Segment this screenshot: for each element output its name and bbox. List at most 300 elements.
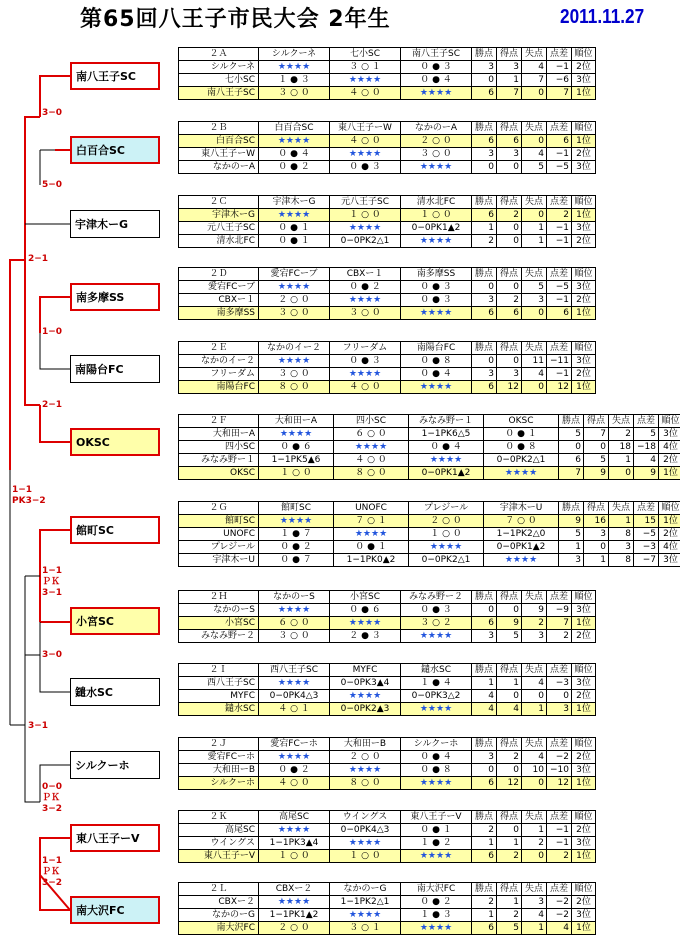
stat-cell: 2 (522, 837, 547, 850)
stat-cell: 12 (547, 381, 572, 394)
column-header-team: シルクーネ (259, 48, 330, 61)
match-result: ０ ● ３ (401, 281, 472, 294)
self-match-stars: ★★★★ (330, 368, 401, 381)
row-team-name: 愛宕FCーホ (179, 751, 259, 764)
row-team-name: 白百合SC (179, 135, 259, 148)
column-header-team: 東八王子ーV (401, 811, 472, 824)
stat-cell: 0 (522, 690, 547, 703)
column-header-stat: 失点 (522, 122, 547, 135)
column-header-stat: 勝点 (472, 811, 497, 824)
row-team-name: 大和田ーA (179, 428, 259, 441)
match-result: 0−0PK2△1 (330, 235, 401, 248)
match-result: ０ ● １ (334, 541, 409, 554)
stat-cell: 12 (497, 381, 522, 394)
stat-cell: 0 (497, 604, 522, 617)
column-header-team: フリーダム (330, 342, 401, 355)
stat-cell: 0 (522, 850, 547, 863)
group-name: ２Ｄ (179, 268, 259, 281)
table-row (179, 235, 596, 248)
row-team-name: フリーダム (179, 368, 259, 381)
row-team-name: 清水北FC (179, 235, 259, 248)
stat-cell: 15 (634, 515, 659, 528)
self-match-stars: ★★★★ (330, 294, 401, 307)
column-header-stat: 勝点 (472, 196, 497, 209)
stat-cell: 0 (522, 381, 547, 394)
column-header-stat: 順位 (659, 502, 680, 515)
column-header-stat: 失点 (522, 738, 547, 751)
stat-cell: 6 (472, 381, 497, 394)
table-row (179, 909, 596, 922)
stat-cell: 3 (472, 368, 497, 381)
stat-cell: 1 (584, 554, 609, 567)
row-team-name: みなみ野ー１ (179, 454, 259, 467)
self-match-stars: ★★★★ (401, 703, 472, 716)
self-match-stars: ★★★★ (484, 467, 559, 480)
stat-cell: 3位 (572, 74, 596, 87)
stat-cell: 3位 (572, 677, 596, 690)
match-result: ０ ● ３ (330, 161, 401, 174)
match-result: ０ ● ３ (330, 355, 401, 368)
table-row (179, 74, 596, 87)
stat-cell: 2 (497, 751, 522, 764)
column-header-stat: 得点 (497, 811, 522, 824)
stat-cell: 0 (522, 135, 547, 148)
self-match-stars: ★★★★ (484, 554, 559, 567)
match-result: ４ ○ ０ (330, 87, 401, 100)
match-result: ２ ○ ０ (259, 922, 330, 935)
stat-cell: 0 (522, 209, 547, 222)
column-header-team: MYFC (330, 664, 401, 677)
stat-cell: 3 (472, 751, 497, 764)
bracket-line-e (40, 333, 70, 369)
column-header-team: 宇津木ーG (259, 196, 330, 209)
stat-cell: 1 (522, 235, 547, 248)
match-result: ０ ● １ (401, 824, 472, 837)
match-result: ０ ● ７ (259, 554, 334, 567)
stat-cell: 7 (497, 87, 522, 100)
stat-cell: 2 (472, 235, 497, 248)
match-result: 1−1PK2△0 (484, 528, 559, 541)
stat-cell: −3 (634, 541, 659, 554)
table-row (179, 896, 596, 909)
column-header-team: CBXー２ (259, 883, 330, 896)
stat-cell: 0 (584, 441, 609, 454)
stat-cell: −9 (547, 604, 572, 617)
stat-cell: 2 (497, 294, 522, 307)
self-match-stars: ★★★★ (259, 515, 334, 528)
stat-cell: 1 (609, 515, 634, 528)
group-name: ２Ｈ (179, 591, 259, 604)
stat-cell: 0 (497, 824, 522, 837)
stat-cell: 1 (472, 677, 497, 690)
stat-cell: 4 (522, 148, 547, 161)
stat-cell: 5 (522, 281, 547, 294)
column-header-stat: 勝点 (559, 502, 584, 515)
match-result: ０ ● ８ (401, 764, 472, 777)
stat-cell: 2位 (572, 824, 596, 837)
match-result: １ ○ ０ (409, 528, 484, 541)
stat-cell: 3位 (572, 222, 596, 235)
self-match-stars: ★★★★ (259, 751, 330, 764)
stat-cell: 1位 (572, 135, 596, 148)
table-row (179, 554, 680, 567)
row-team-name: プレジール (179, 541, 259, 554)
stat-cell: −3 (547, 677, 572, 690)
self-match-stars: ★★★★ (330, 222, 401, 235)
match-result: ８ ○ ０ (259, 381, 330, 394)
table-row (179, 777, 596, 790)
match-result: 0−0PK1▲2 (401, 222, 472, 235)
bracket-score-gh: 1−1 ＰＫ 3−1 (42, 566, 63, 598)
stat-cell: 1位 (572, 777, 596, 790)
column-header-team: 南多摩SS (401, 268, 472, 281)
group-table (178, 590, 596, 643)
column-header-stat: 失点 (522, 591, 547, 604)
stat-cell: 2位 (572, 896, 596, 909)
match-result: 0−0PK2▲3 (330, 703, 401, 716)
table-row (179, 515, 680, 528)
stat-cell: −1 (547, 368, 572, 381)
table-row (179, 368, 596, 381)
match-result: 1−1PK3▲4 (259, 837, 330, 850)
match-result: ０ ● ４ (401, 368, 472, 381)
group-table (178, 501, 680, 567)
column-header-team: みなみ野ー１ (409, 415, 484, 428)
match-result: 0−0PK3▲4 (330, 677, 401, 690)
self-match-stars: ★★★★ (330, 909, 401, 922)
row-team-name: みなみ野ー２ (179, 630, 259, 643)
column-header-team: 館町SC (259, 502, 334, 515)
match-result: 0−0PK2△1 (484, 454, 559, 467)
stat-cell: −5 (547, 281, 572, 294)
row-team-name: 西八王子SC (179, 677, 259, 690)
match-result: ３ ○ ０ (259, 87, 330, 100)
bracket-team-minamihachioji: 南八王子SC (70, 62, 160, 90)
match-result: ７ ○ １ (334, 515, 409, 528)
stat-cell: 1位 (572, 850, 596, 863)
group-name: ２Ｇ (179, 502, 259, 515)
column-header-stat: 得点 (584, 415, 609, 428)
column-header-stat: 勝点 (472, 591, 497, 604)
group-name: ２Ｉ (179, 664, 259, 677)
bracket-score-jk: 0−0 ＰＫ 3−2 (42, 782, 63, 814)
match-result: ３ ○ ０ (330, 307, 401, 320)
stat-cell: 1 (497, 837, 522, 850)
match-result: １ ○ ０ (259, 467, 334, 480)
stat-cell: 1位 (572, 87, 596, 100)
match-result: １ ● ７ (259, 528, 334, 541)
stat-cell: 6 (472, 307, 497, 320)
match-result: ４ ○ ０ (334, 454, 409, 467)
stat-cell: −6 (547, 74, 572, 87)
group-name: ２Ｋ (179, 811, 259, 824)
stat-cell: 2位 (572, 630, 596, 643)
stat-cell: −1 (547, 235, 572, 248)
table-row (179, 604, 596, 617)
table-row (179, 824, 596, 837)
stat-cell: 2 (547, 850, 572, 863)
self-match-stars: ★★★★ (330, 690, 401, 703)
stat-cell: 3位 (659, 554, 680, 567)
stat-cell: −5 (634, 528, 659, 541)
stat-cell: 4 (522, 368, 547, 381)
column-header-team: 小宮SC (330, 591, 401, 604)
stat-cell: 8 (609, 528, 634, 541)
column-header-stat: 点差 (547, 591, 572, 604)
stat-cell: 2位 (572, 294, 596, 307)
column-header-team: プレジール (409, 502, 484, 515)
row-team-name: 東八王子ーW (179, 148, 259, 161)
stat-cell: 3 (472, 630, 497, 643)
column-header-stat: 順位 (572, 591, 596, 604)
stat-cell: 1位 (572, 922, 596, 935)
self-match-stars: ★★★★ (334, 441, 409, 454)
row-team-name: 南陽台FC (179, 381, 259, 394)
stat-cell: 2位 (572, 368, 596, 381)
match-result: ３ ○ １ (330, 922, 401, 935)
match-result: １ ● ２ (401, 837, 472, 850)
column-header-stat: 順位 (572, 196, 596, 209)
stat-cell: 1位 (572, 381, 596, 394)
stat-cell: 2位 (572, 690, 596, 703)
stat-cell: 0 (472, 281, 497, 294)
row-team-name: CBXー２ (179, 896, 259, 909)
group-table (178, 47, 596, 100)
match-result: ０ ● ３ (401, 61, 472, 74)
table-row (179, 703, 596, 716)
stat-cell: 6 (559, 454, 584, 467)
stat-cell: 6 (497, 307, 522, 320)
column-header-stat: 失点 (609, 415, 634, 428)
stat-cell: 3 (584, 528, 609, 541)
stat-cell: 6 (547, 135, 572, 148)
table-row (179, 148, 596, 161)
group-table (178, 121, 596, 174)
table-row (179, 87, 596, 100)
stat-cell: 4位 (659, 541, 680, 554)
match-result: ３ ○ ２ (401, 617, 472, 630)
column-header-stat: 点差 (547, 738, 572, 751)
table-row (179, 454, 680, 467)
self-match-stars: ★★★★ (330, 617, 401, 630)
stat-cell: −5 (547, 161, 572, 174)
stat-cell: 9 (559, 515, 584, 528)
row-team-name: なかのーG (179, 909, 259, 922)
table-row (179, 677, 596, 690)
column-header-team: 清水北FC (401, 196, 472, 209)
row-team-name: 宇津木ーG (179, 209, 259, 222)
table-row (179, 209, 596, 222)
match-result: ０ ● ２ (259, 161, 330, 174)
column-header-stat: 勝点 (472, 268, 497, 281)
column-header-stat: 得点 (497, 664, 522, 677)
column-header-stat: 失点 (522, 196, 547, 209)
column-header-team: CBXー１ (330, 268, 401, 281)
group-table (178, 810, 596, 863)
stat-cell: 2位 (572, 148, 596, 161)
stat-cell: 3 (522, 294, 547, 307)
stat-cell: 2 (609, 428, 634, 441)
row-team-name: 愛宕FCーブ (179, 281, 259, 294)
match-result: 0−0PK3△2 (401, 690, 472, 703)
stat-cell: 1位 (572, 617, 596, 630)
match-result: １ ○ ０ (330, 209, 401, 222)
self-match-stars: ★★★★ (259, 604, 330, 617)
stat-cell: 0 (472, 161, 497, 174)
row-team-name: 南大沢FC (179, 922, 259, 935)
stat-cell: 1 (522, 824, 547, 837)
match-result: ０ ● ６ (259, 441, 334, 454)
stat-cell: 6 (472, 87, 497, 100)
match-result: 0−0PK1▲2 (409, 467, 484, 480)
match-result: ８ ○ ０ (334, 467, 409, 480)
row-team-name: シルクーホ (179, 777, 259, 790)
stat-cell: 7 (547, 87, 572, 100)
stat-cell: 1 (522, 922, 547, 935)
column-header-team: なかのーS (259, 591, 330, 604)
row-team-name: 四小SC (179, 441, 259, 454)
bracket-team-minamiosawa: 南大沢FC (70, 896, 160, 924)
column-header-stat: 失点 (522, 48, 547, 61)
self-match-stars: ★★★★ (401, 87, 472, 100)
table-row (179, 307, 596, 320)
stat-cell: −7 (634, 554, 659, 567)
stat-cell: 6 (472, 209, 497, 222)
stat-cell: 3 (472, 294, 497, 307)
table-row (179, 135, 596, 148)
stat-cell: 0 (497, 161, 522, 174)
bracket-team-higashihachioji-v: 東八王子ーV (70, 824, 160, 852)
column-header-team: 南大沢FC (401, 883, 472, 896)
stat-cell: 3位 (659, 428, 680, 441)
stat-cell: 6 (472, 922, 497, 935)
stat-cell: 4 (522, 677, 547, 690)
group-table (178, 737, 596, 790)
match-result: ０ ● ６ (330, 604, 401, 617)
stat-cell: 5 (559, 528, 584, 541)
table-row (179, 381, 596, 394)
row-team-name: 東八王子ーV (179, 850, 259, 863)
stat-cell: 4 (472, 703, 497, 716)
row-team-name: 元八王子SC (179, 222, 259, 235)
bracket-team-utsugi-g: 宇津木ーG (70, 210, 160, 238)
match-result: ３ ○ ０ (401, 148, 472, 161)
stat-cell: 4 (472, 690, 497, 703)
stat-cell: 1 (497, 677, 522, 690)
column-header-stat: 得点 (584, 502, 609, 515)
stat-cell: 2 (497, 909, 522, 922)
match-result: ４ ○ ０ (330, 381, 401, 394)
bracket-score-ghi: 3−0 (42, 650, 63, 660)
match-result: ６ ○ ０ (259, 617, 330, 630)
group-table (178, 663, 596, 716)
row-team-name: 南多摩SS (179, 307, 259, 320)
stat-cell: 2 (522, 617, 547, 630)
bracket-team-minamiyodai: 南陽台FC (70, 355, 160, 383)
column-header-team: 大和田ーB (330, 738, 401, 751)
table-row (179, 355, 596, 368)
table-row (179, 764, 596, 777)
column-header-stat: 点差 (547, 48, 572, 61)
stat-cell: 0 (522, 777, 547, 790)
row-team-name: ウイングス (179, 837, 259, 850)
column-header-stat: 得点 (497, 268, 522, 281)
table-row (179, 630, 596, 643)
table-row (179, 467, 680, 480)
bracket-score-kl: 1−1 ＰＫ 3−2 (42, 856, 63, 888)
stat-cell: −1 (547, 222, 572, 235)
group-name: ２Ｃ (179, 196, 259, 209)
match-result: ０ ● ４ (259, 148, 330, 161)
group-name: ２Ｆ (179, 415, 259, 428)
match-result: ２ ○ ０ (409, 515, 484, 528)
stat-cell: 4位 (659, 441, 680, 454)
stat-cell: 3 (497, 148, 522, 161)
column-header-stat: 順位 (572, 664, 596, 677)
stat-cell: 0 (497, 764, 522, 777)
self-match-stars: ★★★★ (401, 235, 472, 248)
stat-cell: 9 (497, 617, 522, 630)
stat-cell: 1 (522, 222, 547, 235)
match-result: ２ ○ ０ (259, 294, 330, 307)
stat-cell: 7 (547, 617, 572, 630)
column-header-stat: 点差 (547, 196, 572, 209)
self-match-stars: ★★★★ (334, 528, 409, 541)
bracket-score-bottom-semi: 3−1 (28, 721, 49, 731)
stat-cell: 0 (522, 307, 547, 320)
stat-cell: 0 (472, 764, 497, 777)
row-team-name: なかのーS (179, 604, 259, 617)
match-result: 0−0PK2△1 (409, 554, 484, 567)
stat-cell: 2位 (572, 751, 596, 764)
stat-cell: 9 (634, 467, 659, 480)
column-header-stat: 順位 (659, 415, 680, 428)
column-header-stat: 勝点 (472, 664, 497, 677)
page-title: 第65回八王子市民大会 2年生 (80, 7, 391, 32)
self-match-stars: ★★★★ (259, 428, 334, 441)
event-date: 2011.11.27 (560, 6, 645, 28)
stat-cell: 7 (584, 428, 609, 441)
group-table (178, 267, 596, 320)
stat-cell: 0 (584, 541, 609, 554)
table-row (179, 690, 596, 703)
self-match-stars: ★★★★ (259, 896, 330, 909)
bracket-score-final: 1−1 PK3−2 (12, 485, 46, 506)
stat-cell: 3位 (572, 764, 596, 777)
column-header-stat: 失点 (522, 342, 547, 355)
row-team-name: UNOFC (179, 528, 259, 541)
match-result: ０ ● ２ (259, 764, 330, 777)
column-header-stat: 勝点 (472, 342, 497, 355)
column-header-team: UNOFC (334, 502, 409, 515)
column-header-stat: 得点 (497, 591, 522, 604)
table-row (179, 837, 596, 850)
stat-cell: 3位 (572, 281, 596, 294)
column-header-team: 南陽台FC (401, 342, 472, 355)
column-header-stat: 得点 (497, 883, 522, 896)
column-header-stat: 順位 (572, 268, 596, 281)
match-result: 0−0PK4△3 (330, 824, 401, 837)
stat-cell: 4 (634, 454, 659, 467)
column-header-team: シルクーホ (401, 738, 472, 751)
stat-cell: 0 (497, 222, 522, 235)
stat-cell: 5 (497, 630, 522, 643)
column-header-stat: 点差 (547, 122, 572, 135)
stat-cell: 10 (522, 764, 547, 777)
column-header-stat: 点差 (547, 811, 572, 824)
stat-cell: −10 (547, 764, 572, 777)
match-result: ０ ● ２ (259, 541, 334, 554)
